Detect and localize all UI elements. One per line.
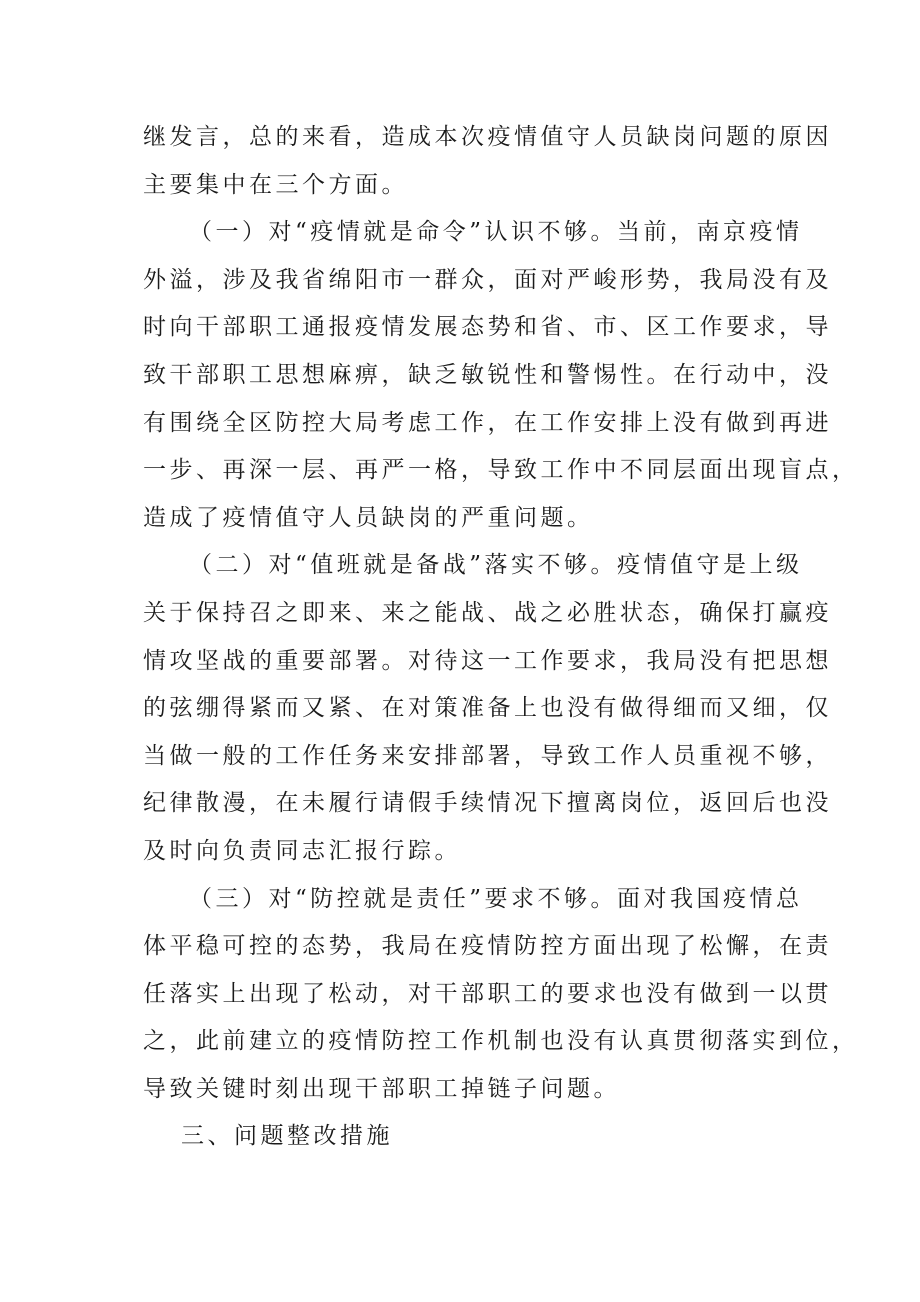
text-line: 情攻坚战的重要部署。对待这一工作要求，我局没有把思想 (143, 647, 832, 674)
text-line: 继发言，总的来看，造成本次疫情值守人员缺岗问题的原因 (143, 124, 832, 150)
paragraph-section-two (143, 542, 832, 875)
text-line: 一步、再深一层、再严一格，导致工作中不同层面出现盲点， (143, 457, 859, 484)
text-line: 外溢，涉及我省绵阳市一群众，面对严峻形势，我局没有及 (143, 266, 832, 293)
text-line: 时向干部职工通报疫情发展态势和省、市、区工作要求，导 (143, 314, 832, 341)
text-line: 主要集中在三个方面。 (143, 171, 408, 198)
text-line: （二）对“值班就是备战”落实不够。疫情值守是上级 (189, 552, 803, 579)
text-line: 之，此前建立的疫情防控工作机制也没有认真贯彻落实到位， (143, 1028, 859, 1055)
paragraph-section-one (143, 209, 859, 542)
text-line: 体平稳可控的态势，我局在疫情防控方面出现了松懈，在责 (143, 933, 832, 960)
text-line: 任落实上出现了松动，对干部职工的要求也没有做到一以贯 (143, 980, 832, 1007)
paragraph-section-three (143, 876, 859, 1114)
text-line: 有围绕全区防控大局考虑工作，在工作安排上没有做到再进 (143, 409, 832, 436)
text-line: 当做一般的工作任务来安排部署，导致工作人员重视不够， (143, 742, 832, 769)
text-line: （三）对“防控就是责任”要求不够。面对我国疫情总 (189, 885, 803, 912)
text-line: 的弦绷得紧而又紧、在对策准备上也没有做得细而又细，仅 (143, 695, 832, 722)
text-line: 导致关键时刻出现干部职工掉链子问题。 (143, 1075, 620, 1102)
text-line: 造成了疫情值守人员缺岗的严重问题。 (143, 504, 594, 531)
text-line: 关于保持召之即来、来之能战、战之必胜状态，确保打赢疫 (143, 599, 832, 626)
section-heading: 三、问题整改措施 (181, 1123, 393, 1150)
text-line: （一）对“疫情就是命令”认识不够。当前，南京疫情 (189, 219, 803, 246)
document-body (143, 114, 859, 1161)
text-line: 致干部职工思想麻痹，缺乏敏锐性和警惕性。在行动中，没 (143, 361, 832, 388)
text-line: 及时向负责同志汇报行踪。 (143, 837, 461, 864)
paragraph-continuation (143, 114, 832, 209)
text-line: 纪律散漫，在未履行请假手续情况下擅离岗位，返回后也没 (143, 790, 832, 817)
